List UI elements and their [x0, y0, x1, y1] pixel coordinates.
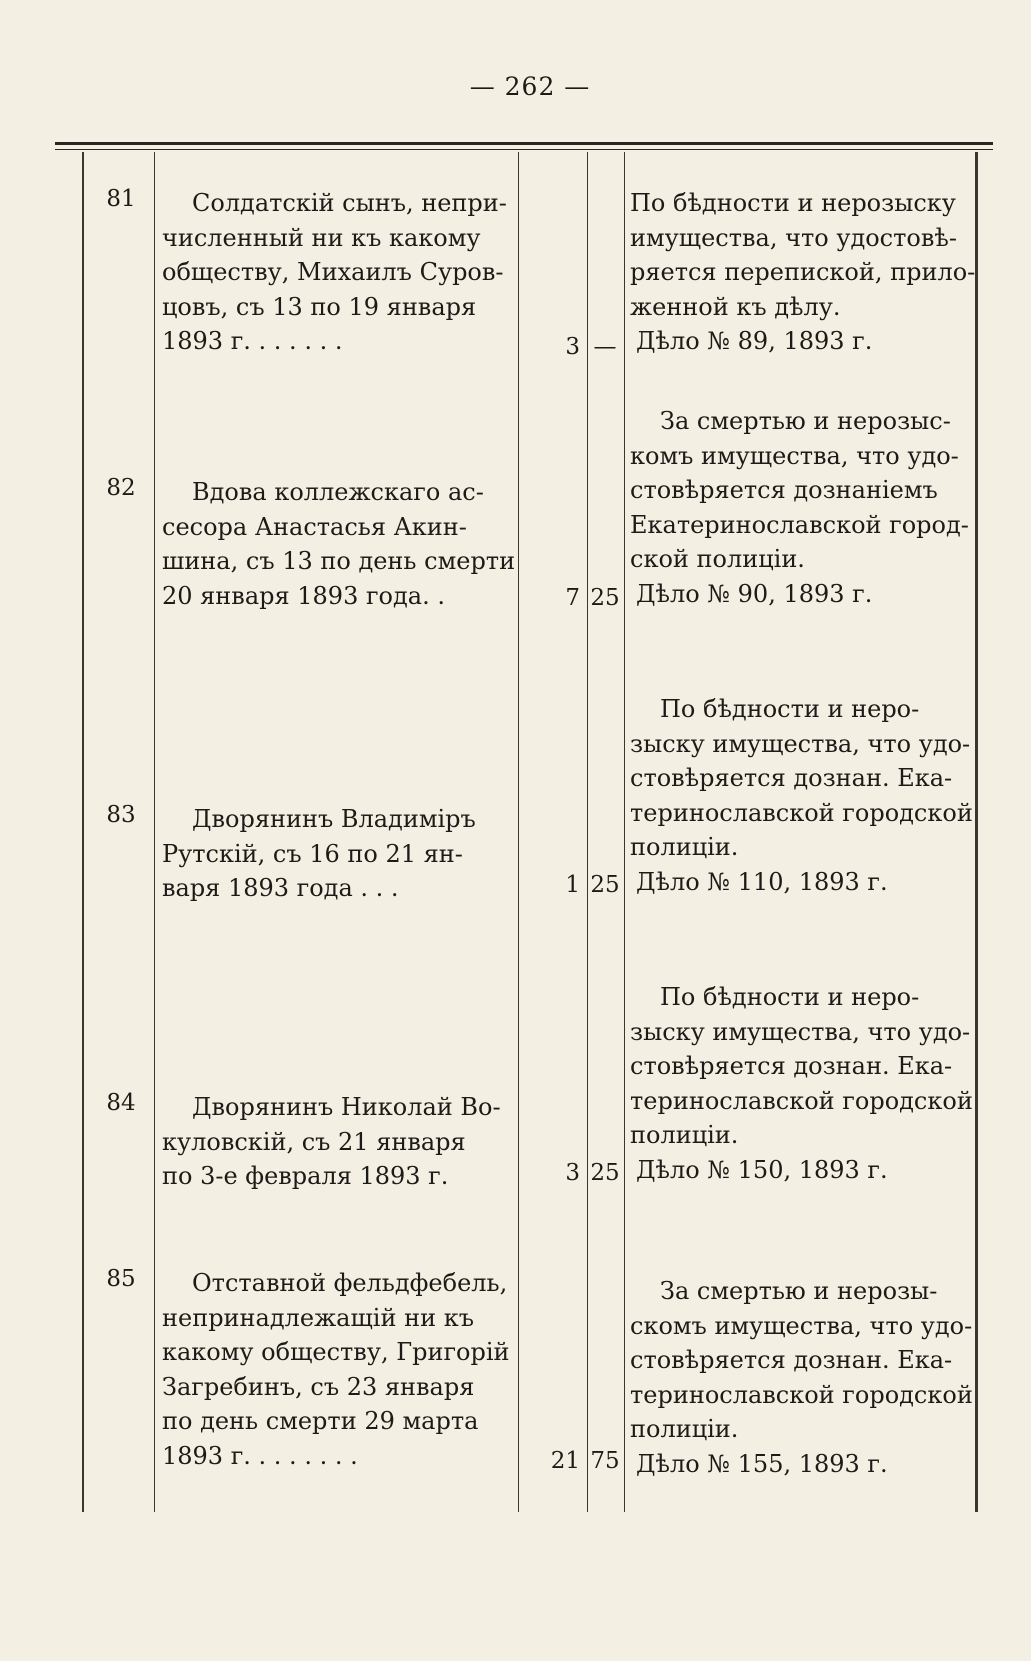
amount-rubles: 3: [565, 334, 580, 360]
case-reference: Дѣло № 90, 1893 г.: [636, 579, 873, 608]
entry-name: Дворянинъ Владиміръ Рутскій, съ 16 по 21 ян- варя 1893 года . . .: [162, 805, 476, 902]
entry-reason: За смертью и нерозы- скомъ имущества, что удо- стовѣряется дознан. Ека- теринославской городской полиціи. Дѣло № 155, 1893 г.: [630, 1274, 980, 1481]
entry-name: Вдова коллежскаго ас- сесора Анастасья Акин- шина, съ 13 по день смерти 20 января 1893 года. .: [162, 478, 516, 610]
column-divider-number: [154, 152, 155, 1512]
column-divider-kopecks: [624, 152, 625, 1512]
entry-number: 85: [106, 1266, 136, 1292]
case-reference: Дѣло № 155, 1893 г.: [636, 1449, 888, 1478]
entry-reason: По бѣдности и нерозыску имущества, что удостовѣ- ряется перепиской, прило- женной къ дѣлу. Дѣло № 89, 1893 г.: [630, 186, 980, 359]
amount-rubles: 1: [565, 872, 580, 898]
amount-kopecks: 25: [590, 1160, 620, 1186]
entry-reason: По бѣдности и неро- зыску имущества, что удо- стовѣряется дознан. Ека- теринославской городской полиціи. Дѣло № 150, 1893 г.: [630, 980, 980, 1187]
amount-kopecks: 25: [590, 872, 620, 898]
amount-kopecks: 75: [590, 1448, 620, 1474]
amount-rubles: 7: [565, 585, 580, 611]
case-reference: Дѣло № 110, 1893 г.: [636, 867, 888, 896]
header-rule-thin: [55, 149, 993, 150]
entry-name: Отставной фельдфебель, непринадлежащій ни къ какому обществу, Григорій Загребинъ, съ 23 января по день смерти 29 марта 1893 г. . . . . . . .: [162, 1269, 510, 1470]
page-number: — 262 —: [469, 72, 591, 101]
entry-name: Дворянинъ Николай Во- куловскій, съ 21 января по 3-е февраля 1893 г.: [162, 1093, 501, 1190]
entry-name: Солдатскій сынъ, непри- численный ни къ какому обществу, Михаилъ Суров- цовъ, съ 13 по 19 января 1893 г. . . . . . .: [162, 189, 507, 355]
header-rule-thick: [55, 142, 993, 145]
amount-rubles: 3: [565, 1160, 580, 1186]
entry-number: 81: [106, 186, 136, 212]
entry-number: 83: [106, 802, 136, 828]
entry-reason: За смертью и нерозыс- комъ имущества, что удо- стовѣряется дознаніемъ Екатеринославской город- ской полиціи. Дѣло № 90, 1893 г.: [630, 404, 980, 611]
case-reference: Дѣло № 150, 1893 г.: [636, 1155, 888, 1184]
table-border-left: [82, 152, 84, 1512]
case-reference: Дѣло № 89, 1893 г.: [636, 327, 873, 355]
entry-reason: По бѣдности и неро- зыску имущества, что удо- стовѣряется дознан. Ека- теринославской городской полиціи. Дѣло № 110, 1893 г.: [630, 692, 980, 899]
amount-rubles: 21: [550, 1448, 580, 1474]
amount-kopecks: 25: [590, 585, 620, 611]
amount-kopecks: —: [593, 334, 617, 360]
entry-number: 82: [106, 475, 136, 501]
entry-number: 84: [106, 1090, 136, 1116]
